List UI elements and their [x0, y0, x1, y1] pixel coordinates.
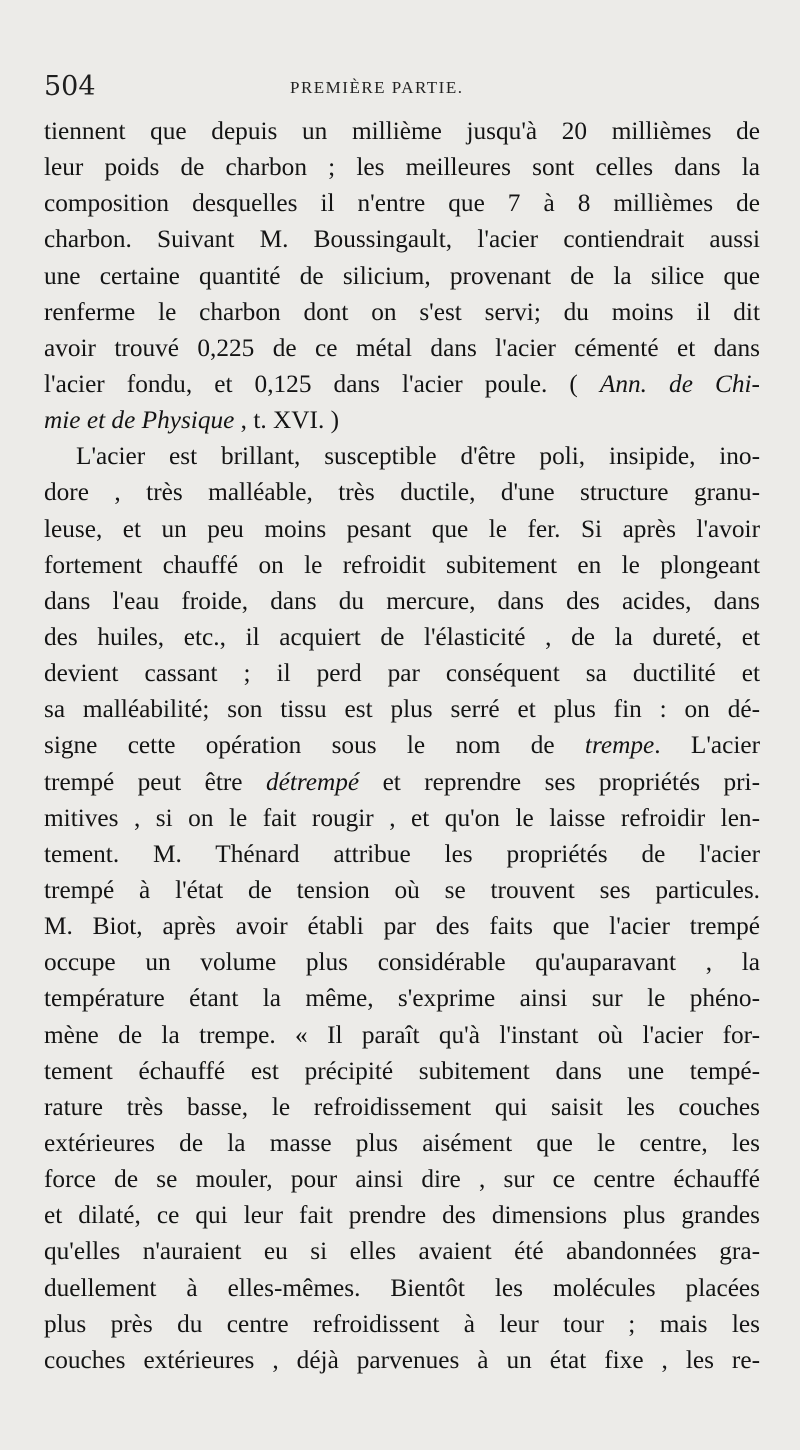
text-fragment: . L'acier [654, 731, 761, 760]
text-line: occupe un volume plus considérable qu'auparavant , la [44, 948, 760, 977]
text-line [44, 366, 760, 402]
text-line: sa malléabilité; son tissu est plus serré et plus fin : on dé- [44, 695, 760, 724]
text-line: couches extérieures , déjà parvenues à un état fixe , les re- [44, 1345, 760, 1374]
text-line: dore , très malléable, très ductile, d'une structure granu- [44, 478, 760, 507]
text-line: extérieures de la masse plus aisément que le centre, les [44, 1128, 760, 1157]
text-line: trempé à l'état de tension où se trouvent ses particules. [44, 875, 760, 904]
page-number: 504 [44, 71, 96, 102]
text-line [44, 727, 760, 763]
citation-italic: mie et de Physique [44, 406, 235, 435]
text-line [44, 764, 760, 800]
text-line: rature très basse, le refroidissement qui saisit les couches [44, 1092, 760, 1121]
text-line: duellement à elles-mêmes. Bientôt les molécules placées [44, 1273, 760, 1302]
text-line: plus près du centre refroidissent à leur tour ; mais les [44, 1309, 760, 1338]
text-line: devient cassant ; il perd par conséquent sa ductilité et [44, 659, 760, 688]
text-line: dans l'eau froide, dans du mercure, dans des acides, dans [44, 586, 760, 615]
text-line: une certaine quantité de silicium, provenant de la silice que [44, 261, 760, 290]
text-line: tement échauffé est précipité subitement dans une tempé- [44, 1056, 760, 1085]
text-fragment: , t. XVI. ) [234, 406, 340, 435]
text-line: des huiles, etc., il acquiert de l'élasticité , de la dureté, et [44, 622, 760, 651]
text-line: M. Biot, après avoir établi par des faits que l'acier trempé [44, 912, 760, 941]
text-line: mène de la trempe. « Il paraît qu'à l'instant où l'acier for- [44, 1020, 760, 1049]
text-line: force de se mouler, pour ainsi dire , sur ce centre échauffé [44, 1165, 760, 1194]
text-line: composition desquelles il n'entre que 7 à 8 millièmes de [44, 189, 760, 218]
text-line: qu'elles n'auraient eu si elles avaient été abandonnées gra- [44, 1237, 760, 1266]
text-line: fortement chauffé on le refroidit subitement en le plongeant [44, 550, 760, 579]
text-fragment: et reprendre ses propriétés pri- [359, 767, 761, 796]
body-text [44, 113, 760, 1378]
text-line: leur poids de charbon ; les meilleures sont celles dans la [44, 153, 760, 182]
text-line: avoir trouvé 0,225 de ce métal dans l'acier cémenté et dans [44, 333, 760, 362]
text-line: charbon. Suivant M. Boussingault, l'acier contiendrait aussi [44, 225, 760, 254]
text-line: et dilaté, ce qui leur fait prendre des dimensions plus grandes [44, 1201, 760, 1230]
running-title: PREMIÈRE PARTIE. [290, 78, 464, 97]
text-line: mitives , si on le fait rougir , et qu'on le laisse refroidir len- [44, 803, 760, 832]
term-italic: détrempé [265, 767, 360, 796]
text-fragment: signe cette opération sous le nom de [44, 731, 585, 760]
text-line: renferme le charbon dont on s'est servi; du moins il dit [44, 297, 760, 326]
text-line: leuse, et un peu moins pesant que le fer. Si après l'avoir [44, 514, 760, 543]
citation-italic: Ann. de Chi- [599, 369, 760, 398]
text-line [44, 402, 760, 438]
text-line: tement. M. Thénard attribue les propriétés de l'acier [44, 839, 760, 868]
running-head [44, 72, 760, 102]
term-italic: trempe [584, 731, 655, 760]
paragraph-start-line: L'acier est brillant, susceptible d'être poli, insipide, ino- [76, 442, 760, 471]
text-line: température étant la même, s'exprime ainsi sur le phéno- [44, 984, 760, 1013]
text-fragment: l'acier fondu, et 0,125 dans l'acier poule. ( [44, 369, 578, 398]
text-fragment: trempé peut être [44, 767, 266, 796]
text-line: tiennent que depuis un millième jusqu'à 20 millièmes de [44, 117, 760, 145]
